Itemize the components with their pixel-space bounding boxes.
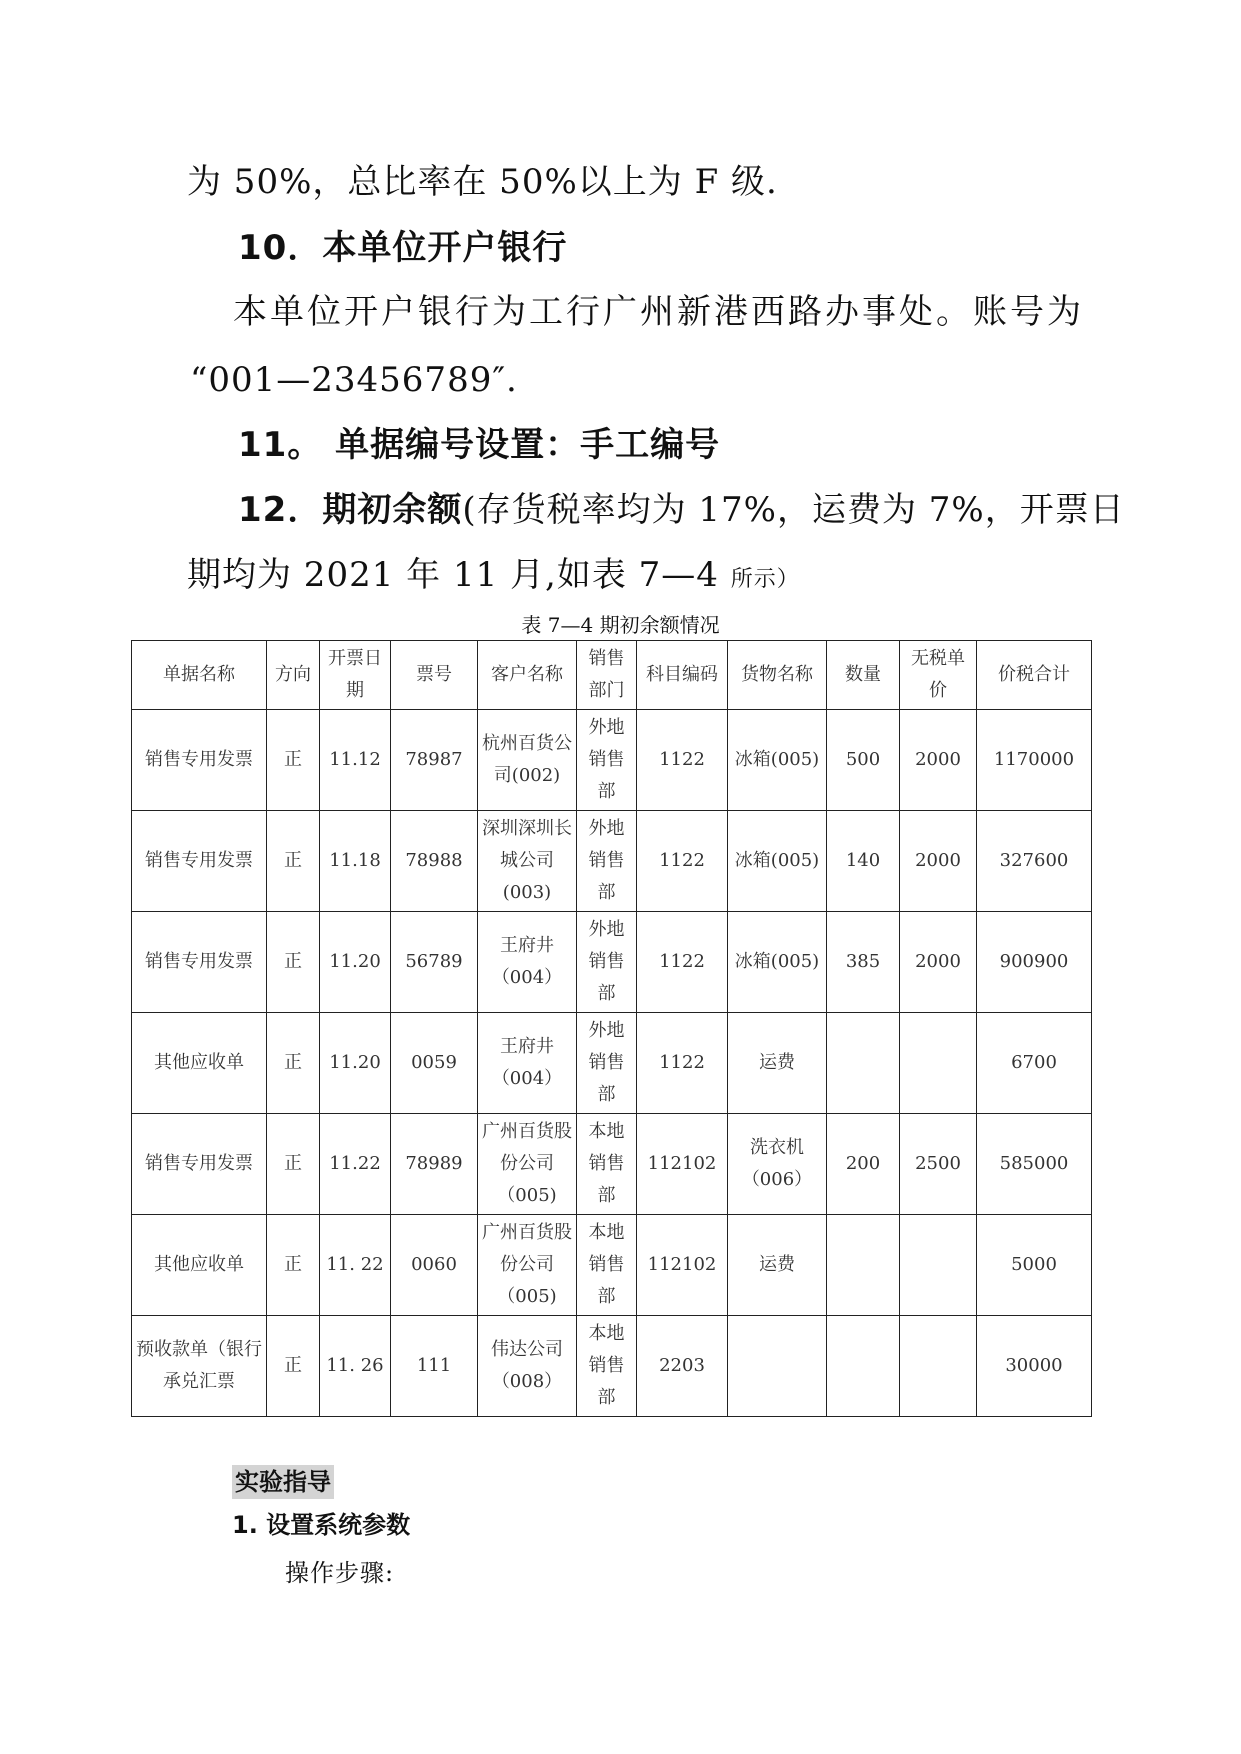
header-cell: 开票日期 [320,641,391,710]
table-cell: 广州百货股份公司（005) [478,1215,577,1316]
table-cell: 广州百货股份公司（005) [478,1114,577,1215]
header-cell: 货物名称 [728,641,827,710]
table-cell: 385 [827,912,900,1013]
table-cell: 11.18 [320,811,391,912]
table-cell: 585000 [977,1114,1092,1215]
table-cell: 78988 [391,811,478,912]
table-cell: 11. 22 [320,1215,391,1316]
table-cell: 0059 [391,1013,478,1114]
table-cell: 11.12 [320,710,391,811]
table-cell: 112102 [637,1114,728,1215]
table-cell [900,1013,977,1114]
table-cell: 外地销售部 [577,1013,637,1114]
table-cell: 销售专用发票 [132,811,267,912]
table-cell: 王府井（004） [478,912,577,1013]
table-cell [900,1316,977,1417]
table-cell: 1122 [637,811,728,912]
table-cell [900,1215,977,1316]
table-cell: 327600 [977,811,1092,912]
table-cell: 11.20 [320,1013,391,1114]
table-cell [827,1215,900,1316]
table-cell: 冰箱(005) [728,811,827,912]
table-cell: 78987 [391,710,478,811]
table-cell: 2203 [637,1316,728,1417]
operation-steps-label: 操作步骤: [285,1559,395,1587]
table-cell: 11.22 [320,1114,391,1215]
table-cell: 外地销售部 [577,811,637,912]
table-cell: 1122 [637,1013,728,1114]
text-line-grade: 为 50%，总比率在 50%以上为 F 级. [187,162,778,202]
table-row [132,710,1092,811]
table-cell: 2000 [900,912,977,1013]
table-cell: 深圳深圳长城公司(003) [478,811,577,912]
table-cell: 洗衣机（006） [728,1114,827,1215]
table-cell: 杭州百货公司(002) [478,710,577,811]
table-cell: 78989 [391,1114,478,1215]
table-row [132,1013,1092,1114]
table-caption: 表 7—4 期初余额情况 [521,613,720,637]
table-cell: 本地销售部 [577,1215,637,1316]
table-row [132,811,1092,912]
table-row [132,1316,1092,1417]
table-row [132,1114,1092,1215]
heading-opening-balance-note: (存货税率均为 17%，运费为 7%，开票日 [462,490,1125,530]
header-cell: 数量 [827,641,900,710]
table-cell: 冰箱(005) [728,912,827,1013]
step-heading: 1. 设置系统参数 [232,1511,411,1539]
table-cell: 6700 [977,1013,1092,1114]
header-cell: 销售部门 [577,641,637,710]
text-period-line [187,553,800,602]
table-cell: 运费 [728,1215,827,1316]
table-cell: 正 [267,811,320,912]
table-cell [728,1316,827,1417]
table-cell: 外地销售部 [577,912,637,1013]
table-header-row [132,641,1092,710]
table-cell: 销售专用发票 [132,710,267,811]
table-cell [827,1316,900,1417]
table-cell: 正 [267,912,320,1013]
table-cell: 预收款单（银行承兑汇票 [132,1316,267,1417]
table-cell: 正 [267,1316,320,1417]
header-cell: 票号 [391,641,478,710]
table-cell: 销售专用发票 [132,912,267,1013]
table-cell: 111 [391,1316,478,1417]
table-cell: 1170000 [977,710,1092,811]
table-cell: 王府井（004） [478,1013,577,1114]
table-cell: 正 [267,1114,320,1215]
text-bank-line1: 本单位开户银行为工行广州新港西路办事处。账号为 [233,292,1084,332]
header-cell: 科目编码 [637,641,728,710]
table-cell: 1122 [637,710,728,811]
heading-doc-numbering: 11。 单据编号设置：手工编号 [238,425,721,465]
table-cell: 112102 [637,1215,728,1316]
text-period-main: 期均为 2021 年 11 月,如表 7—4 [187,555,731,595]
table-cell: 200 [827,1114,900,1215]
table-cell: 冰箱(005) [728,710,827,811]
header-cell: 客户名称 [478,641,577,710]
table-cell: 运费 [728,1013,827,1114]
table-cell [827,1013,900,1114]
table-cell: 2500 [900,1114,977,1215]
header-cell: 单据名称 [132,641,267,710]
table-cell: 销售专用发票 [132,1114,267,1215]
opening-balance-table [131,640,1092,1417]
table-cell: 2000 [900,811,977,912]
table-cell: 5000 [977,1215,1092,1316]
table-cell: 11.20 [320,912,391,1013]
table-cell: 11. 26 [320,1316,391,1417]
table-cell: 56789 [391,912,478,1013]
table-cell: 30000 [977,1316,1092,1417]
table-cell: 500 [827,710,900,811]
table-cell: 正 [267,1215,320,1316]
table-cell: 其他应收单 [132,1215,267,1316]
header-cell: 无税单价 [900,641,977,710]
heading-opening-balance [238,488,1125,532]
table-cell: 1122 [637,912,728,1013]
table-row [132,912,1092,1013]
heading-opening-balance-title: 12．期初余额 [238,490,463,530]
heading-bank: 10．本单位开户银行 [238,228,568,268]
table-cell: 本地销售部 [577,1114,637,1215]
table-cell: 900900 [977,912,1092,1013]
table-cell: 2000 [900,710,977,811]
table-cell: 伟达公司（008） [478,1316,577,1417]
text-period-small: 所示） [730,567,800,592]
table-row [132,1215,1092,1316]
text-bank-line2: “001—23456789″. [190,360,518,400]
header-cell: 价税合计 [977,641,1092,710]
table-cell: 正 [267,1013,320,1114]
section-title-guide: 实验指导 [232,1465,334,1499]
table-cell: 0060 [391,1215,478,1316]
table-cell: 其他应收单 [132,1013,267,1114]
table-cell: 正 [267,710,320,811]
table-cell: 本地销售部 [577,1316,637,1417]
header-cell: 方向 [267,641,320,710]
table-cell: 140 [827,811,900,912]
table-cell: 外地销售部 [577,710,637,811]
